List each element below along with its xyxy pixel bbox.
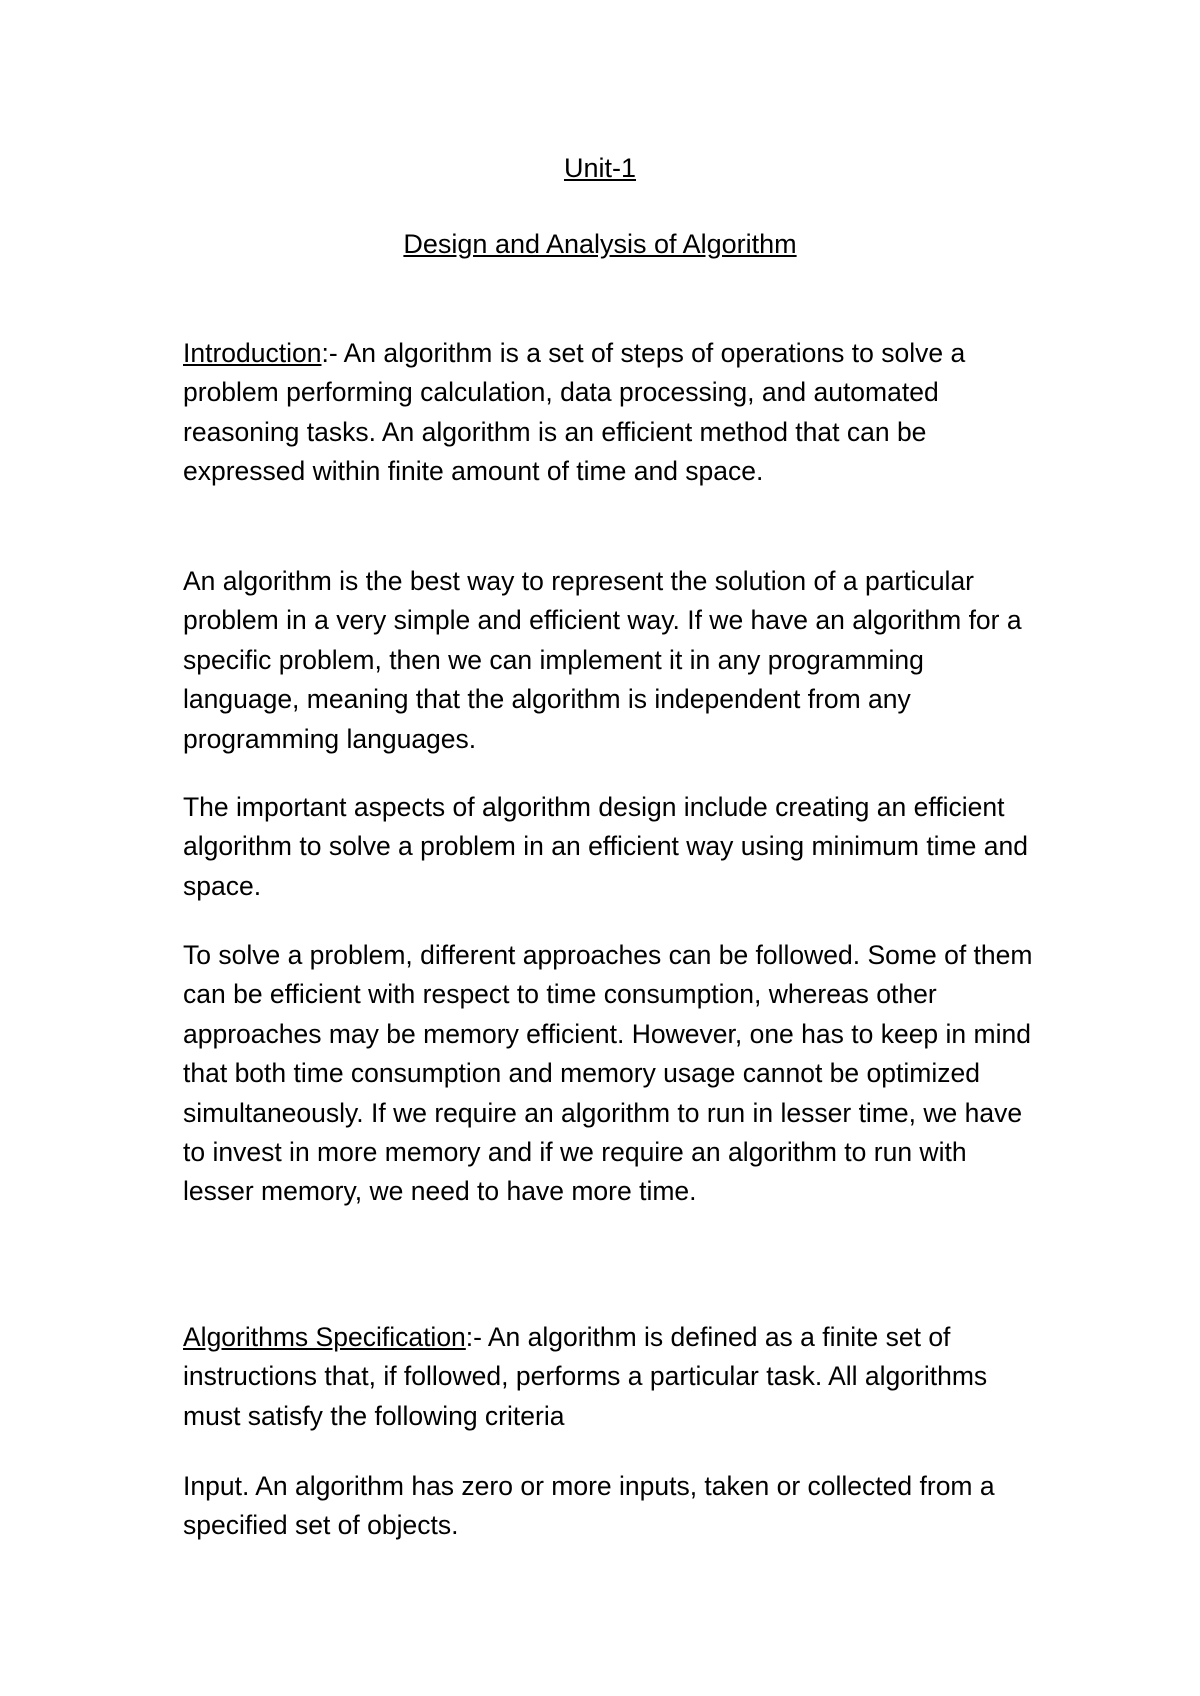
input-paragraph: Input. An algorithm has zero or more inputs, taken or collected from a specified set of objects. bbox=[183, 1471, 995, 1541]
specification-heading: Algorithms Specification bbox=[183, 1322, 466, 1352]
aspects-paragraph: The important aspects of algorithm design include creating an efficient algorithm to solve a problem in an efficient way using minimum time and space. bbox=[183, 792, 1028, 901]
introduction-separator: :- bbox=[321, 338, 338, 368]
best-way-paragraph: An algorithm is the best way to represent the solution of a particular problem in a very simple and efficient way. If we have an algorithm for a specific problem, then we can implement it in any programming language, meaning that the algorithm is independent from any programming languages. bbox=[183, 566, 1022, 754]
approaches-paragraph: To solve a problem, different approaches can be followed. Some of them can be efficient with respect to time consumption, whereas other approaches may be memory efficient. However, one has to keep in mind that both time consumption and memory usage cannot be optimized simultaneously. If we require an algorithm to run in lesser time, we have to invest in more memory and if we require an algorithm to run with lesser memory, we need to have more time. bbox=[183, 940, 1033, 1207]
introduction-text: An algorithm is a set of steps of operations to solve a problem performing calculation, data processing, and automated reasoning tasks. An algorithm is an efficient method that can be expressed within finite amount of time and space. bbox=[183, 338, 966, 487]
introduction-heading: Introduction bbox=[183, 338, 322, 368]
unit-title: Unit-1 bbox=[563, 153, 637, 183]
specification-paragraph bbox=[183, 1318, 1043, 1436]
specification-separator: :- bbox=[465, 1322, 482, 1352]
introduction-paragraph bbox=[183, 334, 1043, 492]
document-title: Design and Analysis of Algorithm bbox=[403, 229, 797, 259]
specification-text: An algorithm is defined as a finite set of instructions that, if followed, performs a particular task. All algorithms must satisfy the following criteria bbox=[183, 1322, 988, 1431]
